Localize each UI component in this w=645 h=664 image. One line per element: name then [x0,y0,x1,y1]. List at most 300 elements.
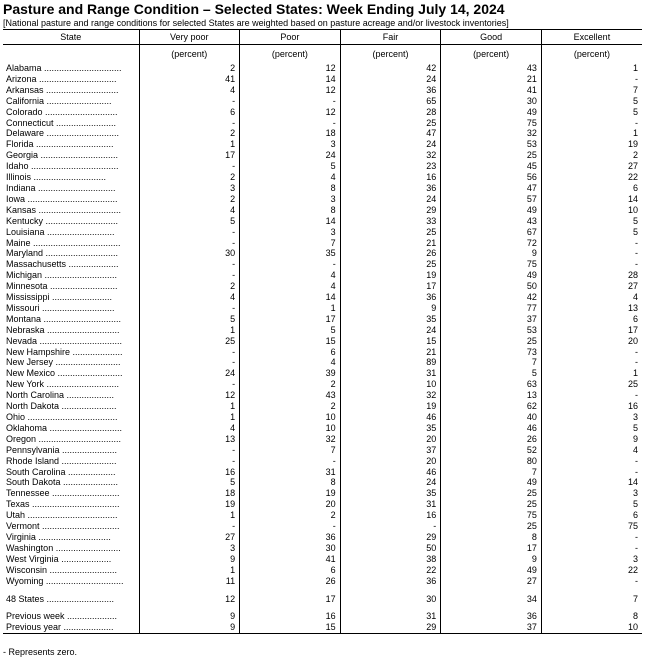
value-cell: - [240,456,341,467]
state-name: Idaho ................................... [6,161,119,172]
value-cell: 3 [240,139,341,150]
value-cell: 28 [340,107,441,118]
state-name: Texas ................................... [6,499,120,510]
value-cell: 47 [441,183,542,194]
value-cell: - [541,259,642,270]
column-header-good: Good [441,30,542,45]
spacer-cell [139,587,240,594]
value-cell: 27 [541,161,642,172]
value-cell: 30 [139,248,240,259]
value-cell: 46 [441,423,542,434]
value-cell: 10 [240,412,341,423]
state-name: California .......................... [6,95,112,106]
value-cell: - [541,357,642,368]
value-cell: 4 [139,205,240,216]
table-row [3,183,642,194]
value-cell: 24 [340,139,441,150]
value-cell: 2 [139,128,240,139]
state-name: Massachusetts .................... [6,259,119,270]
table-row [3,248,642,259]
state-name: Montana ............................... [6,313,122,324]
value-cell: - [541,248,642,259]
value-cell: 37 [441,622,542,633]
state-name: Florida ............................... [6,139,114,150]
value-cell: 25 [340,259,441,270]
value-cell: 49 [441,477,542,488]
value-cell: 16 [340,172,441,183]
value-cell: 46 [340,467,441,478]
value-cell: 13 [139,434,240,445]
value-cell: 30 [240,543,341,554]
value-cell: 24 [340,325,441,336]
state-name: Maryland ............................. [6,248,119,259]
state-name: Georgia ............................... [6,150,119,161]
value-cell: 62 [441,401,542,412]
value-cell: 12 [240,63,341,74]
value-cell: 36 [240,532,341,543]
value-cell: 24 [340,74,441,85]
value-cell: 40 [441,412,542,423]
column-header-poor: Poor [240,30,341,45]
value-cell: 2 [139,63,240,74]
value-cell: 8 [541,611,642,622]
value-cell: 67 [441,227,542,238]
table-row [3,390,642,401]
value-cell: 3 [541,554,642,565]
value-cell: 25 [139,336,240,347]
state-name: Washington .......................... [6,542,121,553]
value-cell: 35 [340,488,441,499]
value-cell: 26 [441,434,542,445]
value-cell: 16 [139,467,240,478]
value-cell: - [139,379,240,390]
value-cell: - [139,357,240,368]
value-cell: 5 [240,161,341,172]
value-cell: 45 [441,161,542,172]
value-cell: 32 [340,390,441,401]
table-body [3,45,642,634]
value-cell: 12 [139,594,240,605]
value-cell: 21 [340,238,441,249]
state-name: New York ............................. [6,379,120,390]
column-header-excellent: Excellent [541,30,642,45]
state-name: Arkansas ............................. [6,84,119,95]
value-cell: 9 [541,434,642,445]
value-cell: - [139,521,240,532]
value-cell: - [541,118,642,129]
table-row [3,543,642,554]
value-cell: 30 [441,96,542,107]
value-cell: 7 [240,445,341,456]
table-row [3,96,642,107]
state-name: Kansas ................................. [6,204,122,215]
column-header-fair: Fair [340,30,441,45]
value-cell: 25 [541,379,642,390]
value-cell: 14 [240,216,341,227]
value-cell: 19 [541,139,642,150]
state-name: Vermont ............................... [6,521,120,532]
unit-cell: (percent) [139,45,240,64]
state-name: Michigan ............................. [6,270,118,281]
value-cell: 2 [139,194,240,205]
value-cell: 11 [139,576,240,587]
value-cell: 9 [139,622,240,633]
table-row [3,63,642,74]
value-cell: 29 [340,622,441,633]
value-cell: 4 [240,270,341,281]
comparison-row [3,611,642,622]
value-cell: 75 [441,259,542,270]
table-row [3,510,642,521]
value-cell: 63 [441,379,542,390]
value-cell: 15 [340,336,441,347]
value-cell: 41 [441,85,542,96]
value-cell: - [340,521,441,532]
state-name: New Jersey .......................... [6,357,121,368]
value-cell: 31 [340,368,441,379]
value-cell: 39 [240,368,341,379]
value-cell: 47 [340,128,441,139]
table-row [3,368,642,379]
table-row [3,379,642,390]
table-row [3,576,642,587]
value-cell: 28 [541,270,642,281]
table-row [3,488,642,499]
value-cell: 33 [340,216,441,227]
value-cell: 49 [441,565,542,576]
state-name: Illinois ............................. [6,172,107,183]
value-cell: 49 [441,270,542,281]
value-cell: 2 [240,510,341,521]
value-cell: 20 [541,336,642,347]
value-cell: 75 [441,118,542,129]
table-row [3,161,642,172]
value-cell: 25 [441,521,542,532]
table-row [3,118,642,129]
value-cell: 35 [340,423,441,434]
table-row [3,238,642,249]
value-cell: - [541,74,642,85]
value-cell: 9 [441,248,542,259]
value-cell: 2 [139,172,240,183]
value-cell: - [541,543,642,554]
value-cell: 3 [139,183,240,194]
table-row [3,281,642,292]
value-cell: - [139,259,240,270]
value-cell: - [139,445,240,456]
value-cell: 13 [541,303,642,314]
value-cell: 75 [541,521,642,532]
table-row [3,554,642,565]
value-cell: 10 [541,205,642,216]
value-cell: 4 [240,357,341,368]
state-name: Wisconsin ........................... [6,564,118,575]
spacer-cell [441,604,542,611]
value-cell: 19 [340,401,441,412]
value-cell: 49 [441,205,542,216]
header-row [3,30,642,45]
table-subtitle: [National pasture and range conditions for selected States are weighted based on pasture acreage and/or livestock inventories] [3,18,509,28]
value-cell: 6 [541,183,642,194]
unit-cell-blank [3,45,139,64]
table-row [3,467,642,478]
value-cell: 1 [139,325,240,336]
value-cell: - [541,347,642,358]
spacer-cell [441,587,542,594]
value-cell: 5 [541,107,642,118]
value-cell: 29 [340,532,441,543]
value-cell: 14 [541,477,642,488]
value-cell: 9 [139,554,240,565]
value-cell: 31 [340,611,441,622]
value-cell: 8 [240,205,341,216]
value-cell: 16 [240,611,341,622]
page-title: Pasture and Range Condition – Selected States: Week Ending July 14, 2024 [3,1,505,17]
state-name: Minnesota ........................... [6,281,118,292]
table-row [3,107,642,118]
value-cell: 36 [340,183,441,194]
table-row [3,259,642,270]
value-cell: 20 [240,499,341,510]
value-cell: 5 [541,216,642,227]
table-row [3,521,642,532]
state-name: Indiana ............................... [6,182,116,193]
value-cell: 5 [541,499,642,510]
value-cell: 8 [441,532,542,543]
value-cell: 17 [240,594,341,605]
table-row [3,456,642,467]
table-row [3,336,642,347]
state-name: Connecticut ........................ [6,117,117,128]
value-cell: 1 [139,412,240,423]
state-name: West Virginia .................... [6,553,112,564]
value-cell: - [240,118,341,129]
state-name: Mississippi ........................ [6,292,113,303]
value-cell: 5 [139,216,240,227]
value-cell: 22 [541,172,642,183]
value-cell: 7 [441,467,542,478]
value-cell: 31 [240,467,341,478]
value-cell: 16 [541,401,642,412]
value-cell: 6 [240,565,341,576]
value-cell: 17 [541,325,642,336]
table-row [3,150,642,161]
state-name: Kentucky ............................. [6,215,119,226]
value-cell: 4 [139,423,240,434]
value-cell: - [240,521,341,532]
value-cell: 37 [441,314,542,325]
unit-row [3,45,642,64]
value-cell: - [541,467,642,478]
state-name: Utah .................................... [6,510,118,521]
value-cell: 4 [541,292,642,303]
value-cell: 77 [441,303,542,314]
value-cell: - [139,118,240,129]
value-cell: 9 [441,554,542,565]
column-header-very-poor: Very poor [139,30,240,45]
value-cell: 75 [441,510,542,521]
value-cell: - [139,270,240,281]
value-cell: 3 [541,412,642,423]
value-cell: 36 [441,611,542,622]
spacer-cell [240,587,341,594]
value-cell: 41 [139,74,240,85]
value-cell: - [541,390,642,401]
spacer-cell [541,604,642,611]
state-name: Iowa .................................... [6,193,118,204]
state-name: Rhode Island ...................... [6,455,117,466]
value-cell: 25 [441,488,542,499]
value-cell: 29 [340,205,441,216]
value-cell: 4 [139,292,240,303]
value-cell: 25 [441,499,542,510]
value-cell: 1 [541,368,642,379]
value-cell: 10 [340,379,441,390]
value-cell: 32 [240,434,341,445]
value-cell: 27 [139,532,240,543]
value-cell: 72 [441,238,542,249]
value-cell: 43 [441,63,542,74]
value-cell: 27 [541,281,642,292]
spacer-cell [340,604,441,611]
value-cell: 6 [139,107,240,118]
spacer-row [3,604,642,611]
state-name: Virginia ............................. [6,531,111,542]
value-cell: 37 [340,445,441,456]
state-name: North Dakota ...................... [6,401,117,412]
value-cell: 25 [340,227,441,238]
value-cell: 25 [441,336,542,347]
value-cell: 30 [340,594,441,605]
value-cell: 14 [240,74,341,85]
value-cell: 36 [340,576,441,587]
value-cell: 6 [240,347,341,358]
value-cell: 12 [240,85,341,96]
state-name: Maine ................................... [6,237,121,248]
value-cell: 25 [340,118,441,129]
value-cell: 19 [139,499,240,510]
value-cell: 24 [240,150,341,161]
value-cell: - [240,96,341,107]
table-row [3,227,642,238]
value-cell: 20 [340,456,441,467]
table-row [3,565,642,576]
state-name: Tennessee ........................... [6,488,120,499]
state-name: Ohio .................................... [6,412,118,422]
unit-cell: (percent) [441,45,542,64]
value-cell: 18 [139,488,240,499]
value-cell: 5 [139,477,240,488]
value-cell: 1 [139,401,240,412]
value-cell: 4 [240,281,341,292]
state-name: New Mexico .......................... [6,368,123,379]
value-cell: 22 [340,565,441,576]
unit-cell: (percent) [541,45,642,64]
state-name: Previous year .................... [3,622,139,633]
value-cell: - [139,303,240,314]
value-cell: 41 [240,554,341,565]
value-cell: 23 [340,161,441,172]
value-cell: 31 [340,499,441,510]
spacer-cell [3,587,139,594]
value-cell: - [139,161,240,172]
value-cell: 25 [441,150,542,161]
value-cell: 43 [240,390,341,401]
value-cell: 50 [340,543,441,554]
state-name: Previous week .................... [6,611,118,622]
state-name: New Hampshire .................... [6,346,123,357]
value-cell: - [541,532,642,543]
value-cell: 5 [541,96,642,107]
table-row [3,347,642,358]
spacer-row [3,587,642,594]
value-cell: 1 [139,565,240,576]
state-name: Alabama ............................... [6,63,122,73]
state-name: Oregon ................................. [6,433,122,444]
value-cell: 24 [340,477,441,488]
value-cell: - [139,227,240,238]
state-name: Nebraska ............................. [6,324,120,335]
state-name: South Dakota ...................... [6,477,119,488]
state-name: Colorado ............................. [6,106,118,117]
value-cell: 15 [240,622,341,633]
table-row [3,194,642,205]
value-cell: 22 [541,565,642,576]
value-cell: 21 [340,347,441,358]
value-cell: 2 [139,281,240,292]
value-cell: 12 [139,390,240,401]
value-cell: 27 [441,576,542,587]
value-cell: - [541,238,642,249]
total-row [3,594,642,605]
state-name: Arizona ............................... [6,73,117,84]
value-cell: 9 [139,611,240,622]
value-cell: 6 [541,510,642,521]
value-cell: 43 [441,216,542,227]
value-cell: - [139,347,240,358]
table-row [3,499,642,510]
value-cell: 38 [340,554,441,565]
state-name: Louisiana ........................... [6,226,115,237]
value-cell: 17 [441,543,542,554]
value-cell: 56 [441,172,542,183]
table-row [3,423,642,434]
value-cell: 89 [340,357,441,368]
value-cell: 4 [139,85,240,96]
value-cell: 24 [340,194,441,205]
table-row [3,532,642,543]
table-row [3,74,642,85]
value-cell: 2 [541,150,642,161]
value-cell: 2 [240,401,341,412]
value-cell: 3 [139,543,240,554]
value-cell: 4 [240,172,341,183]
value-cell: 73 [441,347,542,358]
value-cell: 5 [541,227,642,238]
unit-cell: (percent) [240,45,341,64]
value-cell: 7 [541,594,642,605]
table-row [3,477,642,488]
value-cell: - [541,576,642,587]
value-cell: 65 [340,96,441,107]
value-cell: 7 [240,238,341,249]
value-cell: 1 [240,303,341,314]
table-row [3,292,642,303]
table-row [3,205,642,216]
value-cell: 13 [441,390,542,401]
table-row [3,139,642,150]
spacer-cell [340,587,441,594]
